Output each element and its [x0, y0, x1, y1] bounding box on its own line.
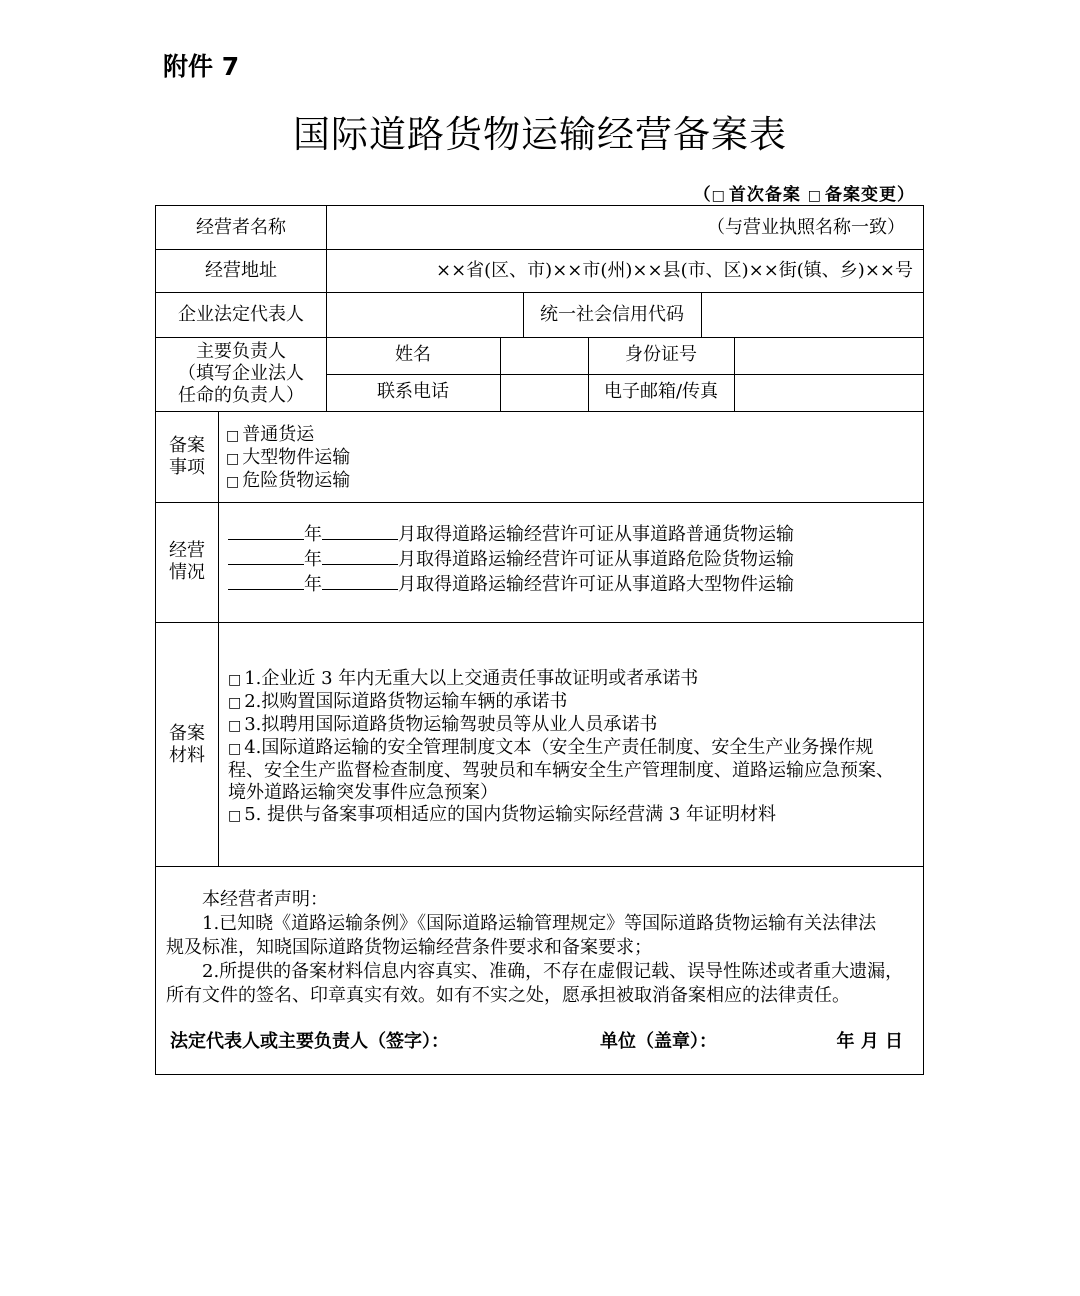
month-blank[interactable] [322, 523, 398, 540]
declaration-heading: 本经营者声明： [202, 889, 328, 910]
col-divider [734, 337, 735, 411]
year-blank[interactable] [228, 548, 304, 565]
date-label[interactable]: 年 月 日 [836, 1031, 903, 1052]
month-blank[interactable] [322, 548, 398, 565]
materials-label-2: 材料 [169, 745, 205, 766]
filing-form-table [155, 205, 924, 1075]
credit-code-label: 统一社会信用代码 [540, 304, 684, 325]
operator-name-label: 经营者名称 [196, 217, 286, 238]
filing-type-open: （ [693, 185, 712, 205]
legal-rep-label: 企业法定代表人 [178, 304, 304, 325]
filing-items-label-1: 备案 [169, 435, 205, 456]
month-blank[interactable] [322, 573, 398, 590]
declaration-p1-line1: 1.已知晓《道路运输条例》《国际道路运输管理规定》等国际道路货物运输有关法律法 [202, 913, 877, 934]
checkbox-icon[interactable]: □ [228, 672, 242, 688]
address-field[interactable]: ××省(区、市)××市(州)××县(市、区)××街(镇、乡)××号 [436, 260, 913, 281]
declaration-p2-line1: 2.所提供的备案材料信息内容真实、准确，不存在虚假记载、误导性陈述或者重大遗漏， [202, 961, 904, 982]
row-divider [156, 292, 923, 293]
checkbox-icon[interactable]: □ [228, 695, 242, 711]
principal-label-1: 主要负责人 [196, 341, 286, 362]
material-item[interactable]: □ 3.拟聘用国际道路货物运输驾驶员等从业人员承诺书 [228, 714, 658, 735]
filing-type-close: ） [897, 185, 915, 205]
operation-line: 年 月取得道路运输经营许可证从事道路普通货物运输 [228, 522, 794, 547]
principal-phone-label: 联系电话 [377, 381, 449, 402]
row-divider [326, 374, 923, 375]
operation-label-1: 经营 [169, 540, 205, 561]
row-divider [156, 866, 923, 867]
checkbox-icon[interactable]: □ [228, 808, 242, 824]
form-title: 国际道路货物运输经营备案表 [293, 113, 787, 156]
declaration [166, 888, 913, 1008]
checkbox-icon[interactable]: □ [226, 451, 240, 467]
operation-line: 年 月取得道路运输经营许可证从事道路危险货物运输 [228, 547, 794, 572]
year-blank[interactable] [228, 573, 304, 590]
col-divider [218, 411, 219, 866]
row-divider [156, 249, 923, 250]
row-divider [156, 411, 923, 412]
principal-label-3: 任命的负责人） [178, 385, 304, 406]
principal-id-label: 身份证号 [625, 344, 697, 365]
material-item[interactable]: □ 5. 提供与备案事项相适应的国内货物运输实际经营满 3 年证明材料 [228, 804, 777, 825]
legal-rep-field[interactable] [327, 304, 523, 326]
filing-option[interactable]: □ 危险货物运输 [226, 470, 351, 491]
checkbox-icon[interactable]: □ [228, 741, 242, 757]
principal-email-label: 电子邮箱/传真 [603, 381, 719, 402]
operation-label-2: 情况 [169, 562, 205, 583]
material-item[interactable]: □ 2.拟购置国际道路货物运输车辆的承诺书 [228, 691, 568, 712]
declaration-p2-line2: 所有文件的签名、印章真实有效。如有不实之处，愿承担被取消备案相应的法律责任。 [166, 985, 850, 1006]
checkbox-change-filing-icon[interactable]: □ [807, 188, 822, 204]
operator-name-field[interactable]: （与营业执照名称一致） [707, 217, 905, 238]
attachment-label: 附件 7 [163, 52, 240, 81]
material-item-cont: 程、安全生产监督检查制度、驾驶员和车辆安全生产管理制度、道路运输应急预案、 [228, 760, 894, 781]
principal-label-2: （填写企业法人 [178, 363, 304, 384]
filing-option[interactable]: □ 普通货运 [226, 424, 315, 445]
material-item[interactable]: □ 1.企业近 3 年内无重大以上交通责任事故证明或者承诺书 [228, 668, 699, 689]
filing-type [694, 180, 915, 205]
signature-label[interactable]: 法定代表人或主要负责人（签字）： [170, 1031, 449, 1052]
checkbox-icon[interactable]: □ [228, 718, 242, 734]
materials-label-1: 备案 [169, 723, 205, 744]
filing-type-change: 备案变更 [825, 185, 897, 205]
checkbox-first-filing-icon[interactable]: □ [711, 188, 726, 204]
row-divider [156, 502, 923, 503]
address-label: 经营地址 [205, 260, 277, 281]
material-item[interactable]: □ 4.国际道路运输的安全管理制度文本（安全生产责任制度、安全生产业务操作规 [228, 737, 874, 758]
checkbox-icon[interactable]: □ [226, 428, 240, 444]
row-divider [156, 622, 923, 623]
principal-name-label: 姓名 [395, 344, 431, 365]
year-blank[interactable] [228, 523, 304, 540]
col-divider [500, 337, 501, 411]
checkbox-icon[interactable]: □ [226, 474, 240, 490]
operation-line: 年 月取得道路运输经营许可证从事道路大型物件运输 [228, 572, 794, 597]
filing-items-options [226, 424, 350, 493]
seal-label[interactable]: 单位（盖章）： [600, 1031, 717, 1052]
materials-list [228, 668, 894, 827]
filing-option[interactable]: □ 大型物件运输 [226, 447, 351, 468]
filing-type-first: 首次备案 [728, 185, 801, 205]
operation-lines [228, 522, 794, 597]
material-item-cont: 境外道路运输突发事件应急预案） [228, 782, 498, 803]
row-divider [156, 337, 923, 338]
credit-code-field[interactable] [702, 304, 922, 326]
filing-items-label-2: 事项 [169, 457, 205, 478]
declaration-p1-line2: 规及标准，知晓国际道路货物运输经营条件要求和备案要求； [166, 937, 652, 958]
